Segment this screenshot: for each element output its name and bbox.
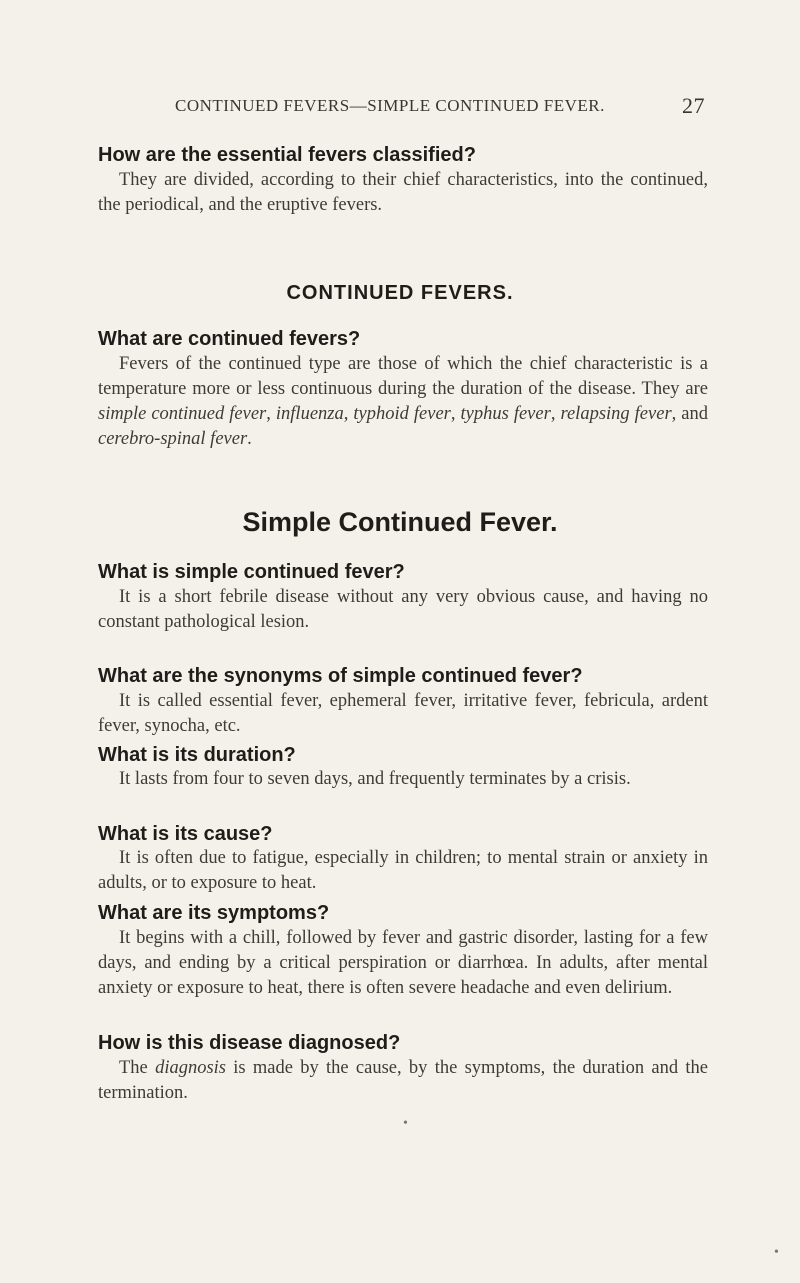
section-heading-simple-continued-fever: Simple Continued Fever. [242,507,558,537]
answer-tail: is made by the cause, by the symptoms, the duration and the termination. [98,1058,709,1103]
separator: , [343,404,354,424]
term-diagnosis: diagnosis [155,1058,226,1078]
question-cause: What is its cause? [98,823,273,845]
fever-type: typhoid fever [353,404,451,424]
fever-type: typhus fever [460,404,551,424]
separator: , and [671,404,709,424]
separator: , [550,404,561,424]
question-synonyms: What are the synonyms of simple continued fever? [98,665,583,687]
answer-lead: The [119,1058,156,1078]
answer-lead: Fevers of the continued type are those of which the chief characteristic is a temperature more or less continuous during the duration of the disease. They are [98,354,708,399]
fever-type: relapsing fever [560,404,672,424]
ink-speck: • [403,1116,408,1131]
section-heading-continued-fevers: CONTINUED FEVERS. [286,282,514,304]
question-diagnosis: How is this disease diagnosed? [98,1032,401,1054]
question-duration: What is its duration? [98,744,296,766]
fever-type: influenza [275,404,344,424]
question-classification: How are the essential fevers classified? [98,144,476,166]
answer-duration: It lasts from four to seven days, and frequently terminates by a crisis. [119,769,631,789]
fever-type: cerebro-spinal fever [98,429,248,449]
page-number: 27 [682,93,705,118]
separator: , [450,404,461,424]
answer-classification: They are divided, according to their chief characteristics, into the continued, the periodical, and the eruptive fevers. [98,170,708,215]
answer-symptoms: It begins with a chill, followed by fever and gastric disorder, lasting for a few days, and ending by a critical perspiration or diarrhœa. In adults, after mental anxiety or exposure to heat, there is often severe headache and even delirium. [98,928,708,998]
answer-cause: It is often due to fatigue, especially in children; to mental strain or anxiety in adults, or to exposure to heat. [98,848,708,893]
ink-speck: • [774,1245,779,1260]
separator: , [266,404,276,424]
running-head-title: CONTINUED FEVERS—SIMPLE CONTINUED FEVER. [175,96,605,115]
answer-synonyms: It is called essential fever, ephemeral fever, irritative fever, febricula, ardent fever, synocha, etc. [98,691,708,736]
answer-continued-fevers [98,352,708,452]
question-continued-fevers: What are continued fevers? [98,328,361,350]
answer-simple-continued-fever: It is a short febrile disease without any very obvious cause, and having no constant pathological lesion. [98,587,708,632]
answer-diagnosis [98,1056,708,1106]
period: . [247,429,252,449]
question-symptoms: What are its symptoms? [98,902,330,924]
question-simple-continued-fever: What is simple continued fever? [98,561,405,583]
fever-type: simple continued fever [98,404,267,424]
